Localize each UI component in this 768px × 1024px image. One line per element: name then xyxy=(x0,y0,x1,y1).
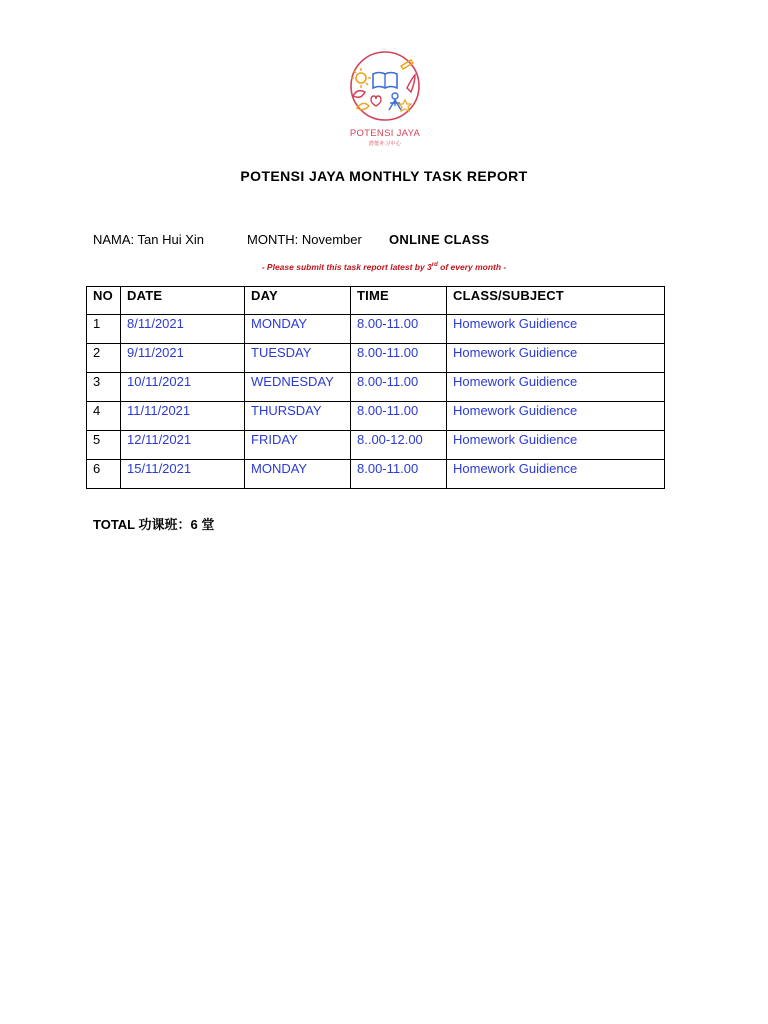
cell-time: 8.00-11.00 xyxy=(351,402,447,431)
cell-time: 8.00-11.00 xyxy=(351,315,447,344)
task-table xyxy=(86,286,665,489)
report-month: MONTH: November xyxy=(247,232,362,247)
cell-time: 8.00-11.00 xyxy=(351,344,447,373)
cell-subject: Homework Guidience xyxy=(447,431,665,460)
student-name: NAMA: Tan Hui Xin xyxy=(93,232,205,247)
header-day: DAY xyxy=(245,287,351,315)
table-row xyxy=(87,315,665,344)
cell-day: TUESDAY xyxy=(245,344,351,373)
cell-subject: Homework Guidience xyxy=(447,373,665,402)
class-type: ONLINE CLASS xyxy=(389,232,490,247)
notice-sup: rd xyxy=(431,262,438,269)
table-row xyxy=(87,402,665,431)
notice-after: of every month - xyxy=(437,262,507,272)
cell-date: 9/11/2021 xyxy=(121,344,245,373)
cell-subject: Homework Guidience xyxy=(447,402,665,431)
cell-subject: Homework Guidience xyxy=(447,315,665,344)
cell-day: WEDNESDAY xyxy=(245,373,351,402)
cell-subject: Homework Guidience xyxy=(447,344,665,373)
cell-date: 15/11/2021 xyxy=(121,460,245,489)
logo-subtitle: 潜能补习中心 xyxy=(368,141,402,147)
table-row xyxy=(87,460,665,489)
total-classes: TOTAL 功课班：6 堂 xyxy=(93,517,215,532)
cell-time: 8.00-11.00 xyxy=(351,373,447,402)
header-time: TIME xyxy=(351,287,447,315)
cell-no: 4 xyxy=(87,402,121,431)
cell-date: 12/11/2021 xyxy=(121,431,245,460)
submission-notice xyxy=(0,262,768,272)
cell-subject: Homework Guidience xyxy=(447,460,665,489)
logo-wordmark: POTENSI JAYA xyxy=(349,128,421,139)
cell-no: 1 xyxy=(87,315,121,344)
cell-time: 8.00-11.00 xyxy=(351,460,447,489)
notice-before: - Please submit this task report latest by 3 xyxy=(261,262,432,272)
cell-no: 3 xyxy=(87,373,121,402)
cell-date: 10/11/2021 xyxy=(121,373,245,402)
header-class-subject: CLASS/SUBJECT xyxy=(447,287,665,315)
table-row xyxy=(87,431,665,460)
cell-date: 11/11/2021 xyxy=(121,402,245,431)
cell-day: THURSDAY xyxy=(245,402,351,431)
cell-day: FRIDAY xyxy=(245,431,351,460)
cell-time: 8..00-12.00 xyxy=(351,431,447,460)
table-row xyxy=(87,344,665,373)
cell-day: MONDAY xyxy=(245,460,351,489)
header-date: DATE xyxy=(121,287,245,315)
cell-no: 2 xyxy=(87,344,121,373)
cell-no: 5 xyxy=(87,431,121,460)
cell-no: 6 xyxy=(87,460,121,489)
cell-date: 8/11/2021 xyxy=(121,315,245,344)
cell-day: MONDAY xyxy=(245,315,351,344)
table-header-row xyxy=(87,287,665,315)
header-no: NO xyxy=(87,287,121,315)
report-title: POTENSI JAYA MONTHLY TASK REPORT xyxy=(240,168,528,184)
table-row xyxy=(87,373,665,402)
